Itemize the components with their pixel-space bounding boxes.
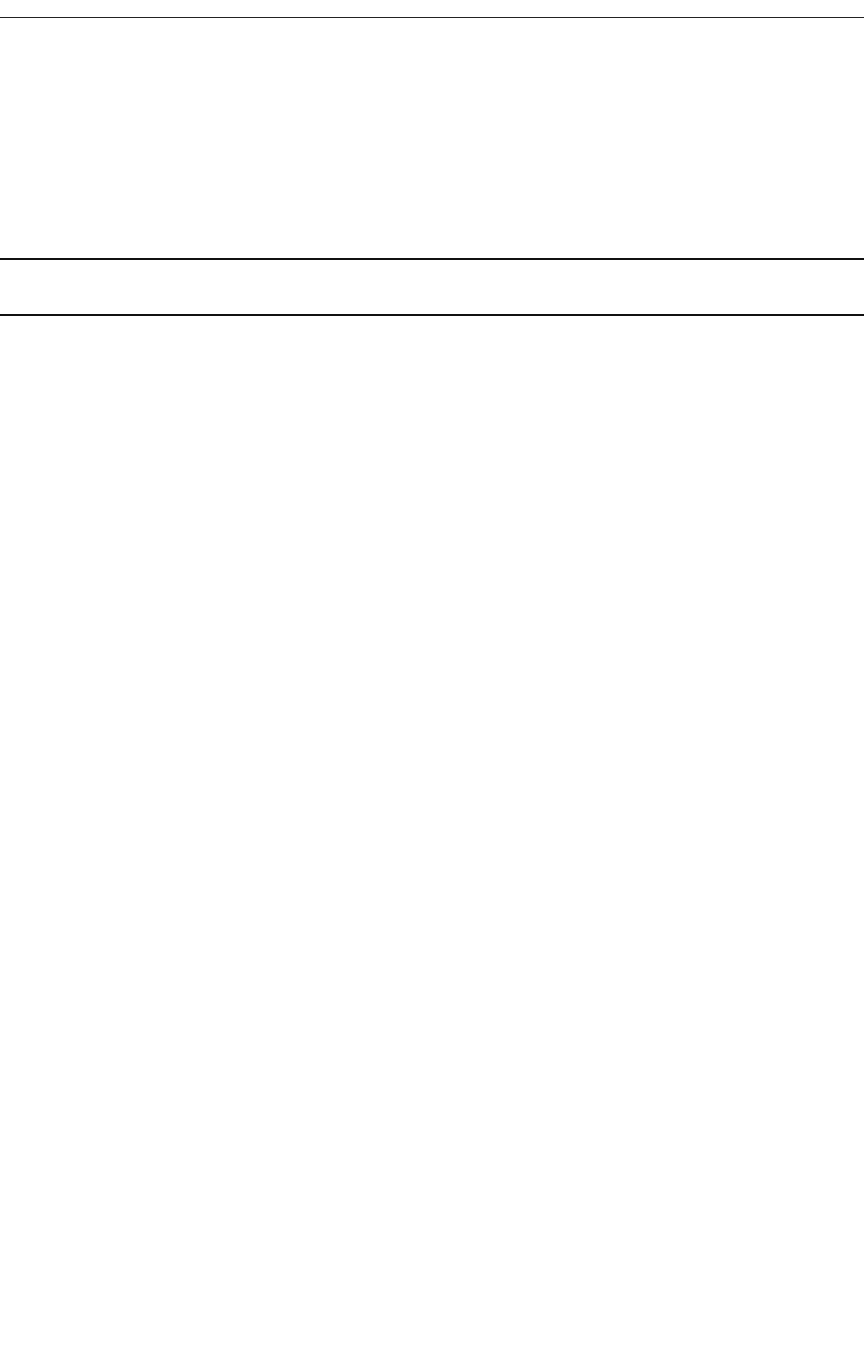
household-goods-section: [0, 20, 864, 258]
service-guide-columns: [0, 314, 864, 1354]
home-service-guide-banner: [0, 258, 864, 302]
deadline-notice: [0, 301, 864, 311]
page-header: [0, 0, 864, 18]
